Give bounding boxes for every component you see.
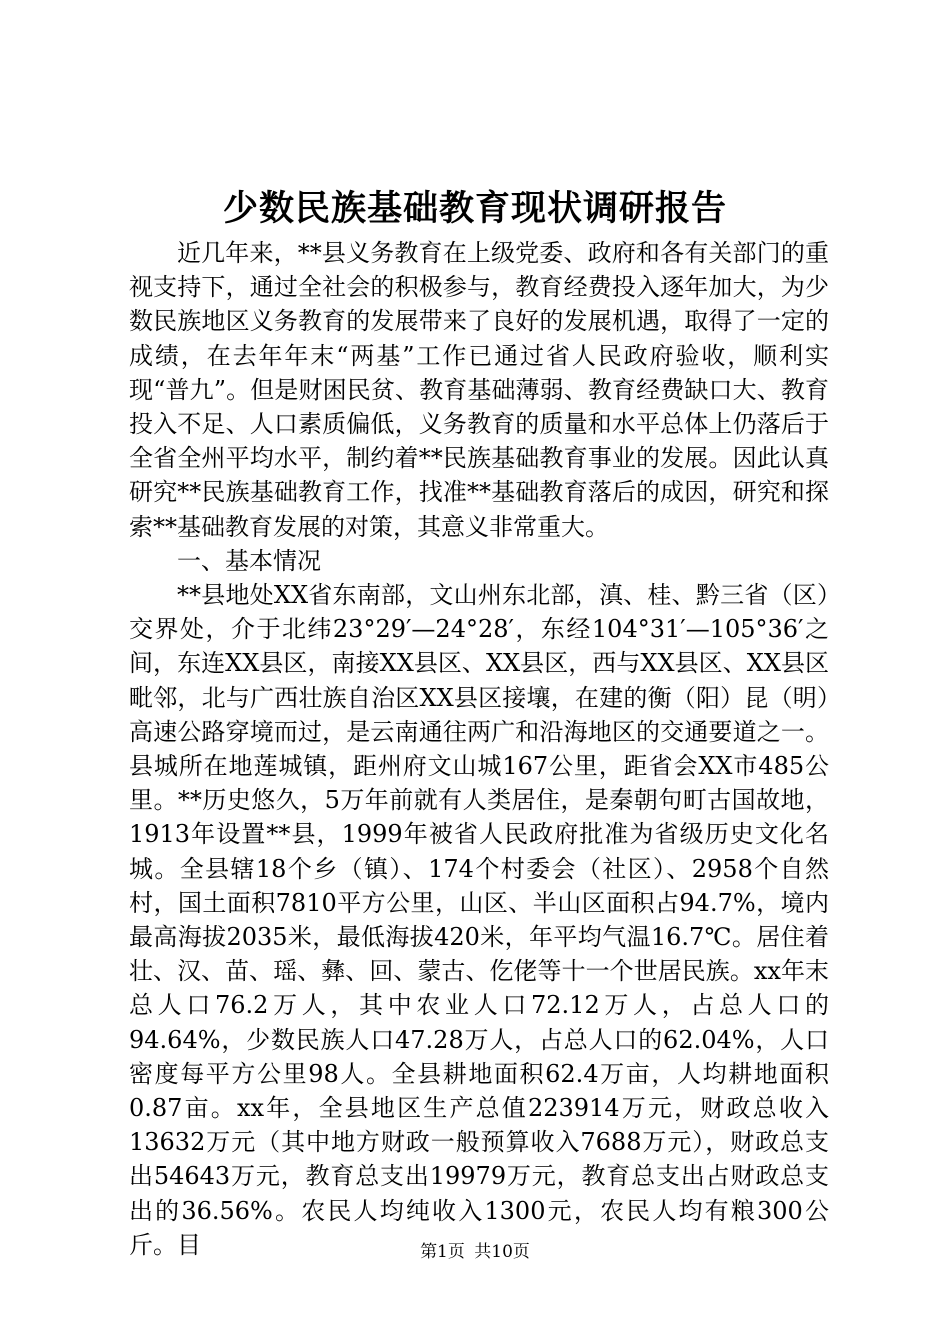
intro-paragraph: 近几年来，**县义务教育在上级党委、政府和各有关部门的重视支持下，通过全社会的积极参与，教育经费投入逐年加大，为少数民族地区义务教育的发展带来了良好的发展机遇，取得了一定的成绩，在去年年末“两基”工作已通过省人民政府验收，顺利实现“普九”。但是财困民贫、教育基础薄弱、教育经费缺口大、教育投入不足、人口素质偏低，义务教育的质量和水平总体上仍落后于全省全州平均水平，制约着**民族基础教育事业的发展。因此认真研究**民族基础教育工作，找准**基础教育落后的成因，研究和探索**基础教育发展的对策，其意义非常重大。 <box>129 239 829 541</box>
basic-info-paragraph: **县地处XX省东南部，文山州东北部，滇、桂、黔三省（区）交界处，介于北纬23°29′—24°28′，东经104°31′—105°36′之间，东连XX县区，南接XX县区、XX县区，西与XX县区、XX县区毗邻，北与广西壮族自治区XX县区接壤，在建的衡（阳）昆（明）高速公路穿境而过，是云南通往两广和沿海地区的交通要道之一。县城所在地莲城镇，距州府文山城167公里，距省会XX市485公里。**历史悠久，5万年前就有人类居住，是秦朝句町古国故地，1913年设置**县，1999年被省人民政府批准为省级历史文化名城。全县辖18个乡（镇）、174个村委会（社区）、2958个自然村，国土面积7810平方公里，山区、半山区面积占94.7%，境内最高海拔2035米，最低海拔420米，年平均气温16.7℃。居住着壮、汉、苗、瑶、彝、回、蒙古、仡佬等十一个世居民族。xx年末总人口76.2万人，其中农业人口72.12万人，占总人口的94.64%，少数民族人口47.28万人，占总人口的62.04%，人口密度每平方公里98人。全县耕地面积62.4万亩，人均耕地面积0.87亩。xx年，全县地区生产总值223914万元，财政总收入13632万元（其中地方财政一般预算收入7688万元），财政总支出54643万元，教育总支出19979万元，教育总支出占财政总支出的36.56%。农民人均纯收入1300元，农民人均有粮300公斤。目 <box>129 581 829 1259</box>
page-number-total: 共10页 <box>474 1242 530 1262</box>
section-heading-basic-info: 一、基本情况 <box>177 546 321 575</box>
page-number-current: 第1页 <box>420 1242 465 1262</box>
page-footer <box>0 1240 950 1264</box>
document-body <box>129 236 829 1262</box>
document-title: 少数民族基础教育现状调研报告 <box>222 188 727 229</box>
